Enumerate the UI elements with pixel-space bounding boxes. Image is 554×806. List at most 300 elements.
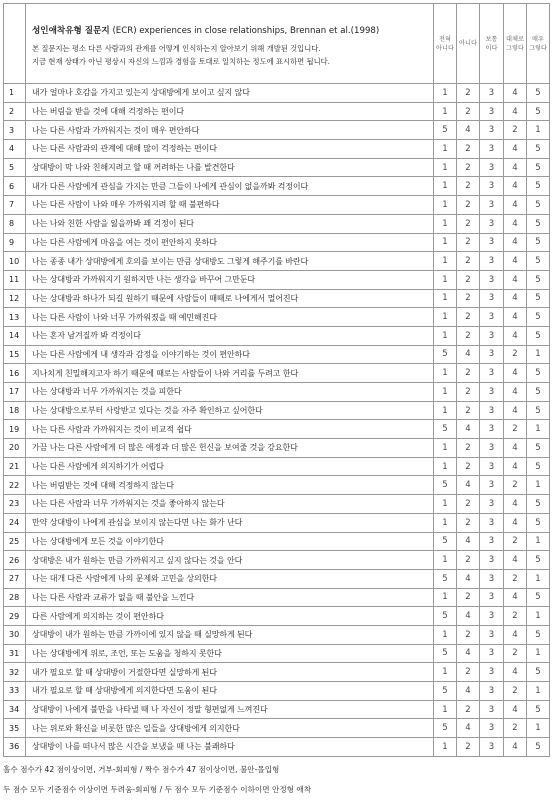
answer-option-5[interactable]: 5 — [527, 663, 550, 682]
item-row — [4, 121, 550, 140]
answer-option-5[interactable]: 5 — [527, 700, 550, 719]
item-number: 16 — [4, 364, 26, 383]
item-statement: 상대방은 내가 원하는 만큼 가까워지고 싶지 않다는 것을 안다 — [26, 551, 434, 570]
item-number: 9 — [4, 233, 26, 252]
answer-option-5[interactable]: 5 — [527, 383, 550, 402]
answer-option-4[interactable]: 4 — [504, 513, 527, 532]
answer-option-2[interactable]: 4 — [457, 607, 480, 626]
answer-option-2[interactable]: 2 — [457, 738, 480, 757]
answer-option-5[interactable]: 5 — [527, 401, 550, 420]
answer-option-3[interactable]: 3 — [480, 196, 504, 215]
answer-option-4[interactable]: 4 — [504, 383, 527, 402]
item-statement: 내가 필요로 할 때 상대방에게 의지한다면 도움이 된다 — [26, 682, 434, 701]
answer-option-3[interactable]: 3 — [480, 252, 504, 271]
answer-option-1[interactable]: 5 — [434, 682, 457, 701]
item-number: 27 — [4, 569, 26, 588]
answer-option-2[interactable]: 2 — [457, 196, 480, 215]
answer-option-1[interactable]: 1 — [434, 588, 457, 607]
item-row — [4, 625, 550, 644]
description-line-1: 본 질문지는 평소 다른 사람과의 관계를 어떻게 인식하는지 알아보기 위해 개발된 것입니다. — [32, 43, 321, 53]
answer-option-1[interactable]: 5 — [434, 719, 457, 738]
item-number: 17 — [4, 383, 26, 402]
answer-option-4[interactable]: 4 — [504, 84, 527, 103]
item-row — [4, 495, 550, 514]
answer-option-5[interactable]: 1 — [527, 644, 550, 663]
answer-option-4[interactable]: 4 — [504, 308, 527, 327]
item-statement: 나는 다른 사람이 나와 매우 가까워지려 할 때 불편하다 — [26, 196, 434, 215]
item-statement: 나는 다른 사람과 교류가 없을 때 불안을 느낀다 — [26, 588, 434, 607]
item-row — [4, 308, 550, 327]
item-statement: 나는 종종 내가 상대방에게 호의를 보이는 만큼 상대방도 그렇게 해주기를 바란다 — [26, 252, 434, 271]
item-row — [4, 439, 550, 458]
item-statement: 나는 혼자 남겨질까 봐 걱정이다 — [26, 326, 434, 345]
answer-option-3[interactable]: 3 — [480, 102, 504, 121]
answer-option-5[interactable]: 1 — [527, 532, 550, 551]
answer-option-1[interactable]: 1 — [434, 84, 457, 103]
item-row — [4, 457, 550, 476]
item-row — [4, 682, 550, 701]
answer-option-5[interactable]: 5 — [527, 102, 550, 121]
answer-option-2[interactable]: 2 — [457, 383, 480, 402]
answer-option-4[interactable]: 4 — [504, 551, 527, 570]
answer-option-3[interactable]: 3 — [480, 383, 504, 402]
answer-option-2[interactable]: 4 — [457, 644, 480, 663]
item-row — [4, 84, 550, 103]
item-number: 33 — [4, 682, 26, 701]
answer-option-3[interactable]: 3 — [480, 420, 504, 439]
answer-option-3[interactable]: 3 — [480, 121, 504, 140]
answer-option-1[interactable]: 1 — [434, 289, 457, 308]
title-english: (ECR) experiences in close relationships, Brennan et al.(1998) — [109, 25, 380, 36]
answer-option-1[interactable]: 5 — [434, 607, 457, 626]
scoring-rule-line-2: 두 점수 모두 기준점수 이상이면 두려움-회피형 / 두 점수 모두 기준점수 이하이면 안정형 애착 — [3, 785, 312, 794]
scoring-rule-line-1: 홀수 점수가 42 점이상이면, 거부-회피형 / 짝수 점수가 47 점이상이면, 불안-몰입형 — [3, 765, 280, 774]
answer-option-2[interactable]: 2 — [457, 270, 480, 289]
answer-option-3[interactable]: 3 — [480, 588, 504, 607]
item-statement: 내가 다른 사람에게 관심을 가지는 만큼 그들이 나에게 관심이 없을까봐 걱정이다 — [26, 177, 434, 196]
item-row — [4, 364, 550, 383]
item-number: 36 — [4, 738, 26, 757]
title-cell — [26, 4, 434, 84]
item-statement: 나는 상대방과 가까워지기 원하지만 나는 생각을 바꾸어 그만둔다 — [26, 270, 434, 289]
answer-option-1[interactable]: 5 — [434, 121, 457, 140]
answer-option-5[interactable]: 1 — [527, 476, 550, 495]
item-statement: 나는 상대방에게 모든 것을 이야기한다 — [26, 532, 434, 551]
answer-option-4[interactable]: 4 — [504, 177, 527, 196]
answer-option-5[interactable]: 5 — [527, 439, 550, 458]
item-row — [4, 551, 550, 570]
answer-option-5[interactable]: 5 — [527, 270, 550, 289]
answer-option-1[interactable]: 1 — [434, 364, 457, 383]
answer-option-5[interactable]: 5 — [527, 625, 550, 644]
item-number: 2 — [4, 102, 26, 121]
answer-option-2[interactable]: 2 — [457, 102, 480, 121]
scale-header-strongly-agree: 매우 그렇다 — [527, 4, 550, 84]
item-row — [4, 420, 550, 439]
item-number: 29 — [4, 607, 26, 626]
answer-option-1[interactable]: 5 — [434, 569, 457, 588]
answer-option-2[interactable]: 2 — [457, 401, 480, 420]
answer-option-4[interactable]: 4 — [504, 364, 527, 383]
answer-option-5[interactable]: 5 — [527, 214, 550, 233]
answer-option-1[interactable]: 1 — [434, 738, 457, 757]
item-row — [4, 401, 550, 420]
answer-option-4[interactable]: 4 — [504, 270, 527, 289]
answer-option-5[interactable]: 5 — [527, 738, 550, 757]
item-number: 10 — [4, 252, 26, 271]
answer-option-3[interactable]: 3 — [480, 607, 504, 626]
answer-option-4[interactable]: 2 — [504, 121, 527, 140]
item-number: 21 — [4, 457, 26, 476]
answer-option-1[interactable]: 5 — [434, 476, 457, 495]
answer-option-4[interactable]: 4 — [504, 289, 527, 308]
answer-option-1[interactable]: 5 — [434, 532, 457, 551]
answer-option-3[interactable]: 3 — [480, 308, 504, 327]
answer-option-2[interactable]: 2 — [457, 252, 480, 271]
answer-option-4[interactable]: 4 — [504, 457, 527, 476]
item-statement: 상대방이 나를 떠나서 많은 시간을 보냈을 때 나는 불쾌하다 — [26, 738, 434, 757]
answer-option-4[interactable]: 4 — [504, 588, 527, 607]
item-row — [4, 196, 550, 215]
answer-option-5[interactable]: 1 — [527, 121, 550, 140]
item-number: 30 — [4, 625, 26, 644]
answer-option-2[interactable]: 4 — [457, 719, 480, 738]
item-number: 24 — [4, 513, 26, 532]
answer-option-3[interactable]: 3 — [480, 532, 504, 551]
item-statement: 나는 상대방으로부터 사랑받고 있다는 것을 자주 확인하고 싶어한다 — [26, 401, 434, 420]
answer-option-5[interactable]: 5 — [527, 196, 550, 215]
item-row — [4, 700, 550, 719]
item-row — [4, 252, 550, 271]
item-number: 23 — [4, 495, 26, 514]
answer-option-1[interactable]: 1 — [434, 457, 457, 476]
answer-option-4[interactable]: 4 — [504, 495, 527, 514]
scale-header-disagree: 아니다 — [457, 4, 480, 84]
answer-option-5[interactable]: 5 — [527, 233, 550, 252]
answer-option-4[interactable]: 4 — [504, 252, 527, 271]
answer-option-3[interactable]: 3 — [480, 140, 504, 159]
answer-option-1[interactable]: 1 — [434, 158, 457, 177]
answer-option-3[interactable]: 3 — [480, 364, 504, 383]
answer-option-2[interactable]: 2 — [457, 551, 480, 570]
answer-option-4[interactable]: 4 — [504, 196, 527, 215]
answer-option-2[interactable]: 2 — [457, 308, 480, 327]
answer-option-2[interactable]: 2 — [457, 140, 480, 159]
answer-option-1[interactable]: 1 — [434, 625, 457, 644]
answer-option-3[interactable]: 3 — [480, 233, 504, 252]
answer-option-3[interactable]: 3 — [480, 551, 504, 570]
answer-option-1[interactable]: 1 — [434, 270, 457, 289]
answer-option-5[interactable]: 1 — [527, 719, 550, 738]
item-number: 19 — [4, 420, 26, 439]
answer-option-2[interactable]: 2 — [457, 177, 480, 196]
item-row — [4, 719, 550, 738]
item-number: 20 — [4, 439, 26, 458]
answer-option-2[interactable]: 2 — [457, 439, 480, 458]
answer-option-1[interactable]: 1 — [434, 196, 457, 215]
answer-option-5[interactable]: 1 — [527, 682, 550, 701]
answer-option-1[interactable]: 1 — [434, 700, 457, 719]
answer-option-4[interactable]: 4 — [504, 326, 527, 345]
answer-option-5[interactable]: 1 — [527, 569, 550, 588]
item-statement: 가끔 나는 다른 사람에게 더 많은 애정과 더 많은 헌신을 보여줄 것을 강요한다 — [26, 439, 434, 458]
item-row — [4, 177, 550, 196]
item-number: 11 — [4, 270, 26, 289]
scale-header-strongly-disagree: 전혀 아니다 — [434, 4, 457, 84]
answer-option-2[interactable]: 2 — [457, 513, 480, 532]
answer-option-5[interactable]: 1 — [527, 420, 550, 439]
answer-option-5[interactable]: 5 — [527, 551, 550, 570]
answer-option-4[interactable]: 2 — [504, 532, 527, 551]
item-number: 28 — [4, 588, 26, 607]
item-row — [4, 588, 550, 607]
answer-option-4[interactable]: 2 — [504, 420, 527, 439]
item-statement: 나는 다른 사람에게 의지하기가 어렵다 — [26, 457, 434, 476]
answer-option-3[interactable]: 3 — [480, 158, 504, 177]
answer-option-3[interactable]: 3 — [480, 345, 504, 364]
answer-option-3[interactable]: 3 — [480, 84, 504, 103]
description-line-2: 지금 현재 상태가 아닌 평상시 자신의 느낌과 경험을 토대로 일치하는 정도에 표시하면 됩니다. — [32, 56, 331, 66]
answer-option-3[interactable]: 3 — [480, 663, 504, 682]
item-row — [4, 233, 550, 252]
answer-option-3[interactable]: 3 — [480, 401, 504, 420]
item-number: 8 — [4, 214, 26, 233]
answer-option-4[interactable]: 2 — [504, 569, 527, 588]
answer-option-4[interactable]: 4 — [504, 700, 527, 719]
item-statement: 나는 버림받는 것에 대해 걱정하지 않는다 — [26, 476, 434, 495]
answer-option-3[interactable]: 3 — [480, 476, 504, 495]
scoring-footer — [3, 760, 549, 800]
item-number: 32 — [4, 663, 26, 682]
answer-option-1[interactable]: 5 — [434, 345, 457, 364]
answer-option-5[interactable]: 5 — [527, 308, 550, 327]
answer-option-5[interactable]: 5 — [527, 158, 550, 177]
answer-option-3[interactable]: 3 — [480, 700, 504, 719]
answer-option-2[interactable]: 2 — [457, 625, 480, 644]
answer-option-4[interactable]: 2 — [504, 644, 527, 663]
answer-option-2[interactable]: 2 — [457, 233, 480, 252]
answer-option-1[interactable]: 1 — [434, 326, 457, 345]
answer-option-4[interactable]: 2 — [504, 345, 527, 364]
answer-option-2[interactable]: 2 — [457, 495, 480, 514]
item-number: 3 — [4, 121, 26, 140]
item-row — [4, 214, 550, 233]
item-statement: 상대방이 막 나와 친해지려고 할 때 꺼려하는 나를 발견한다 — [26, 158, 434, 177]
answer-option-1[interactable]: 1 — [434, 439, 457, 458]
item-statement: 내가 얼마나 호감을 가지고 있는지 상대방에게 보이고 싶지 않다 — [26, 84, 434, 103]
header-blank-cell — [4, 4, 26, 84]
item-statement: 나는 다른 사람이 나와 너무 가까워졌을 때 예민해진다 — [26, 308, 434, 327]
item-row — [4, 140, 550, 159]
answer-option-2[interactable]: 4 — [457, 532, 480, 551]
item-number: 1 — [4, 84, 26, 103]
answer-option-3[interactable]: 3 — [480, 644, 504, 663]
answer-option-5[interactable]: 5 — [527, 364, 550, 383]
answer-option-3[interactable]: 3 — [480, 738, 504, 757]
answer-option-1[interactable]: 1 — [434, 102, 457, 121]
item-statement: 나는 다른 사람과 너무 가까워지는 것을 좋아하지 않는다 — [26, 495, 434, 514]
item-number: 5 — [4, 158, 26, 177]
item-number: 6 — [4, 177, 26, 196]
answer-option-1[interactable]: 1 — [434, 513, 457, 532]
item-statement: 나는 다른 사람에게 내 생각과 감정을 이야기하는 것이 편안하다 — [26, 345, 434, 364]
answer-option-2[interactable]: 4 — [457, 569, 480, 588]
answer-option-4[interactable]: 4 — [504, 214, 527, 233]
answer-option-3[interactable]: 3 — [480, 495, 504, 514]
item-row — [4, 738, 550, 757]
answer-option-5[interactable]: 5 — [527, 177, 550, 196]
answer-option-1[interactable]: 5 — [434, 420, 457, 439]
answer-option-3[interactable]: 3 — [480, 439, 504, 458]
answer-option-3[interactable]: 3 — [480, 625, 504, 644]
item-number: 34 — [4, 700, 26, 719]
questionnaire-description — [32, 42, 425, 68]
item-statement: 나는 다른 사람에게 마음을 여는 것이 편안하지 못하다 — [26, 233, 434, 252]
answer-option-4[interactable]: 2 — [504, 476, 527, 495]
answer-option-1[interactable]: 1 — [434, 383, 457, 402]
answer-option-1[interactable]: 1 — [434, 401, 457, 420]
item-row — [4, 270, 550, 289]
item-statement: 내가 필요로 할 때 상대방이 거절한다면 실망하게 된다 — [26, 663, 434, 682]
item-number: 18 — [4, 401, 26, 420]
answer-option-2[interactable]: 2 — [457, 84, 480, 103]
answer-option-5[interactable]: 5 — [527, 513, 550, 532]
item-number: 12 — [4, 289, 26, 308]
answer-option-5[interactable]: 5 — [527, 588, 550, 607]
answer-option-4[interactable]: 4 — [504, 233, 527, 252]
answer-option-4[interactable]: 4 — [504, 102, 527, 121]
item-row — [4, 476, 550, 495]
answer-option-1[interactable]: 1 — [434, 233, 457, 252]
answer-option-4[interactable]: 4 — [504, 439, 527, 458]
item-row — [4, 513, 550, 532]
answer-option-3[interactable]: 3 — [480, 214, 504, 233]
answer-option-4[interactable]: 4 — [504, 738, 527, 757]
header-row — [4, 4, 550, 84]
answer-option-4[interactable]: 2 — [504, 607, 527, 626]
scale-header-neutral: 보통 이다 — [480, 4, 504, 84]
answer-option-1[interactable]: 1 — [434, 551, 457, 570]
item-row — [4, 158, 550, 177]
answer-option-5[interactable]: 5 — [527, 495, 550, 514]
answer-option-4[interactable]: 2 — [504, 682, 527, 701]
answer-option-3[interactable]: 3 — [480, 289, 504, 308]
answer-option-1[interactable]: 1 — [434, 495, 457, 514]
answer-option-5[interactable]: 5 — [527, 457, 550, 476]
scale-header-agree: 대체로 그렇다 — [504, 4, 527, 84]
answer-option-2[interactable]: 2 — [457, 158, 480, 177]
answer-option-4[interactable]: 2 — [504, 719, 527, 738]
answer-option-3[interactable]: 3 — [480, 270, 504, 289]
item-statement: 나는 버림을 받을 것에 대해 걱정하는 편이다 — [26, 102, 434, 121]
item-row — [4, 102, 550, 121]
answer-option-3[interactable]: 3 — [480, 326, 504, 345]
answer-option-2[interactable]: 4 — [457, 345, 480, 364]
answer-option-4[interactable]: 4 — [504, 140, 527, 159]
item-number: 25 — [4, 532, 26, 551]
answer-option-5[interactable]: 5 — [527, 326, 550, 345]
item-statement: 다른 사람에게 의지하는 것이 편안하다 — [26, 607, 434, 626]
answer-option-4[interactable]: 4 — [504, 663, 527, 682]
item-statement: 나는 상대방과 하나가 되길 원하기 때문에 사람들이 때때로 나에게서 멀어진다 — [26, 289, 434, 308]
item-number: 14 — [4, 326, 26, 345]
answer-option-1[interactable]: 1 — [434, 177, 457, 196]
item-number: 26 — [4, 551, 26, 570]
answer-option-3[interactable]: 3 — [480, 457, 504, 476]
item-row — [4, 326, 550, 345]
item-row — [4, 345, 550, 364]
item-row — [4, 663, 550, 682]
answer-option-1[interactable]: 1 — [434, 140, 457, 159]
item-statement: 나는 대개 다른 사람에게 나의 문제와 고민을 상의한다 — [26, 569, 434, 588]
answer-option-2[interactable]: 2 — [457, 700, 480, 719]
item-row — [4, 289, 550, 308]
answer-option-2[interactable]: 2 — [457, 457, 480, 476]
item-row — [4, 569, 550, 588]
answer-option-2[interactable]: 4 — [457, 420, 480, 439]
answer-option-5[interactable]: 5 — [527, 289, 550, 308]
answer-option-4[interactable]: 4 — [504, 401, 527, 420]
item-statement: 만약 상대방이 나에게 관심을 보이지 않는다면 나는 화가 난다 — [26, 513, 434, 532]
answer-option-3[interactable]: 3 — [480, 682, 504, 701]
answer-option-5[interactable]: 5 — [527, 140, 550, 159]
answer-option-2[interactable]: 2 — [457, 214, 480, 233]
item-number: 15 — [4, 345, 26, 364]
answer-option-2[interactable]: 2 — [457, 364, 480, 383]
questionnaire-title — [32, 24, 425, 36]
item-number: 13 — [4, 308, 26, 327]
item-row — [4, 607, 550, 626]
item-statement: 나는 상대방에게 위로, 조언, 또는 도움을 청하지 못한다 — [26, 644, 434, 663]
answer-option-3[interactable]: 3 — [480, 513, 504, 532]
answer-option-2[interactable]: 2 — [457, 326, 480, 345]
title-korean: 성인애착유형 질문지 — [32, 25, 110, 36]
answer-option-2[interactable]: 2 — [457, 663, 480, 682]
answer-option-1[interactable]: 1 — [434, 252, 457, 271]
item-number: 4 — [4, 140, 26, 159]
answer-option-4[interactable]: 4 — [504, 158, 527, 177]
answer-option-5[interactable]: 5 — [527, 84, 550, 103]
answer-option-2[interactable]: 2 — [457, 289, 480, 308]
answer-option-2[interactable]: 4 — [457, 121, 480, 140]
answer-option-3[interactable]: 3 — [480, 177, 504, 196]
item-number: 35 — [4, 719, 26, 738]
answer-option-5[interactable]: 1 — [527, 345, 550, 364]
answer-option-3[interactable]: 3 — [480, 569, 504, 588]
answer-option-1[interactable]: 1 — [434, 663, 457, 682]
answer-option-5[interactable]: 5 — [527, 252, 550, 271]
answer-option-3[interactable]: 3 — [480, 719, 504, 738]
answer-option-5[interactable]: 1 — [527, 607, 550, 626]
answer-option-2[interactable]: 4 — [457, 682, 480, 701]
answer-option-1[interactable]: 1 — [434, 214, 457, 233]
item-statement: 나는 위로와 확신을 비롯한 많은 일들을 상대방에게 의지한다 — [26, 719, 434, 738]
item-statement: 상대방이 나에게 불만을 나타낼 때 나 자신이 정말 형편없게 느껴진다 — [26, 700, 434, 719]
answer-option-4[interactable]: 4 — [504, 625, 527, 644]
item-statement: 지나치게 친밀해지고자 하기 때문에 때로는 사람들이 나와 거리를 두려고 한다 — [26, 364, 434, 383]
answer-option-2[interactable]: 2 — [457, 588, 480, 607]
answer-option-1[interactable]: 1 — [434, 308, 457, 327]
item-number: 7 — [4, 196, 26, 215]
item-statement: 상대방이 내가 원하는 만큼 가까이에 있지 않을 때 실망하게 된다 — [26, 625, 434, 644]
item-row — [4, 383, 550, 402]
answer-option-1[interactable]: 5 — [434, 644, 457, 663]
item-number: 31 — [4, 644, 26, 663]
answer-option-2[interactable]: 4 — [457, 476, 480, 495]
item-row — [4, 644, 550, 663]
item-row — [4, 532, 550, 551]
item-statement: 나는 다른 사람과의 관계에 대해 많이 걱정하는 편이다 — [26, 140, 434, 159]
